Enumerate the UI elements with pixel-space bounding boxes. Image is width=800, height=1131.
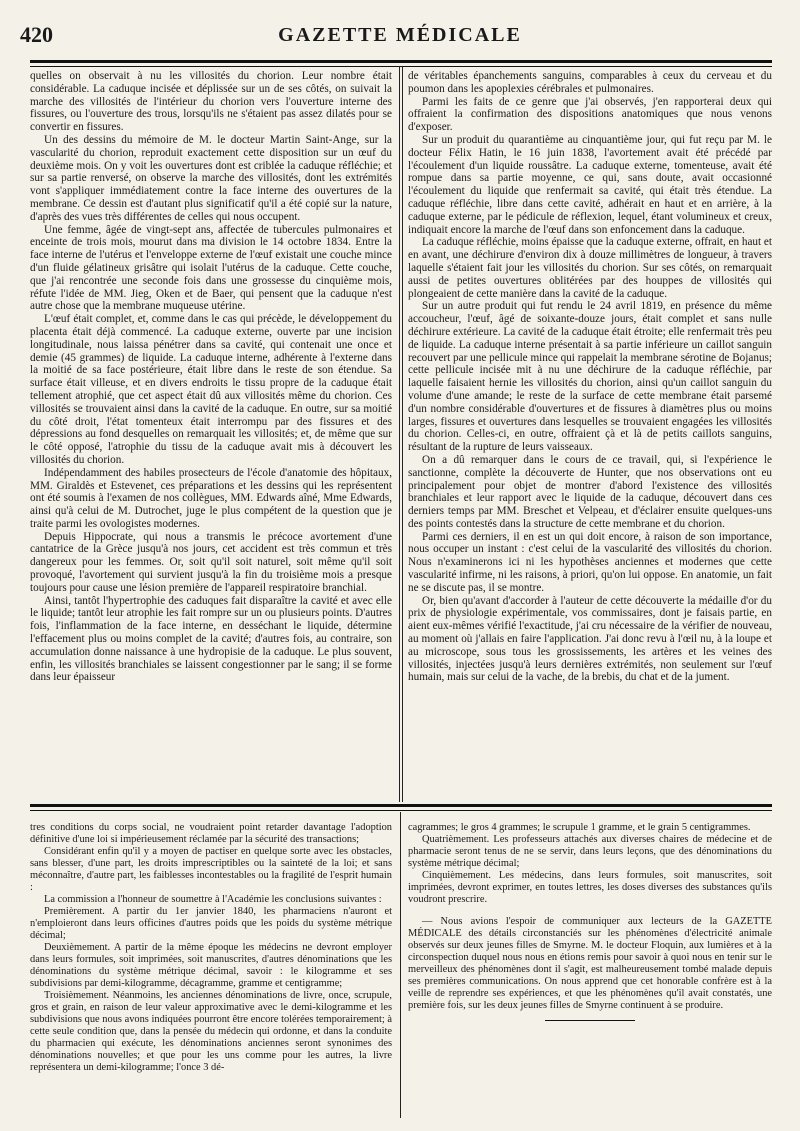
news-item: — Nous avions l'espoir de communiquer aux lecteurs de la GAZETTE MÉDICALE des détails circonstanciés sur les phénomènes d'électricité animale observés sur deux jeunes filles de Smyrne. M. le docteur Floquin, aux lumières et à la circonspection duquel nous nous en étions remis pour savoir à quoi nous en tenir sur le merveilleux des phénomènes dont il s'agit, est malheureusement tombé malade depuis ses premières communications. On nous apprend que cet honorable confrère est à la veille de reprendre ses expériences, et que les phénomènes qu'il avait constatés, une première fois, sur les deux jeunes filles de Smyrne continuent à se produire. — [408, 916, 772, 1011]
paragraph: Une femme, âgée de vingt-sept ans, affectée de tubercules pulmonaires et enceinte de trois mois, mourut dans ma division le 14 octobre 1834. Entre la face interne de l'utérus et l'enveloppe externe de l'œuf existait une couche mince d'un fluide gélatineux grisâtre qui isolait l'utérus de la caduque. Cette couche, que j'ai rencontrée une seconde fois dans une grossesse du cinquième mois, réfute l'idée de MM. Jieg, Oken et de Baer, qui pensent que la caduque n'est autre chose que la membrane muqueuse utérine. — [30, 223, 392, 313]
paragraph: Sur un produit du quarantième au cinquantième jour, qui fut reçu par M. le docteur Félix Hatin, le 16 juin 1838, l'avortement avait été précédé par l'écoulement d'un liquide roussâtre. La caduque externe, tomenteuse, avait été rompue dans sa partie moyenne, ce qui, sans doute, avait occasionné l'écoulement du liquide que renfermait sa cavité, qui était très étendue. La caduque réfléchie, libre dans cette cavité, adhérait en haut et en arrière, à la caduque externe, par le pédicule de réflexion, lequel, étant volumineux et creux, indiquait encore la marche de l'œuf dans son enfoncement dans la caduque. — [408, 133, 772, 236]
article-column-left — [30, 70, 392, 790]
paragraph: quelles on observait à nu les villosités du chorion. Leur nombre était considérable. La caduque incisée et déplissée sur un de ses côtés, on suivait la marche des villosités de l'intérieur du chorion vers l'ouverture interne des fissures, ou l'ouverture des trous, lorsqu'ils ne s'étaient pas assez dilatés pour se convertir en fissures. — [30, 70, 392, 134]
paragraph: Sur un autre produit qui fut rendu le 24 avril 1819, en présence du même accoucheur, l'œuf, âgé de soixante-douze jours, était complet et sans nulle déchirure extérieure. La cavité de la caduque était étroite; elle renfermait très peu de liquide. La caduque interne présentait à sa partie inférieure un caillot sanguin recouvert par une pellicule mince qui rappelait la membrane sérotine de Bojanus; cette pellicule incisée mit à nu une déchirure de la caduque réfléchie, par laquelle faisaient hernie les villosités du chorion, ainsi qu'un caillot sanguin du volume d'une amande; le reste de la surface de cette membrane était parsemé d'un nombre considérable d'ouvertures et de fissures à diamètres plus ou moins larges, fissures et ouvertures dans lesquelles se trouvaient engagées les villosités du chorion. Celles-ci, en outre, offraient çà et là de petits caillots sanguins, résultant de la rupture de leurs vaisseaux. — [408, 300, 772, 454]
paragraph: Quatrièmement. Les professeurs attachés aux diverses chaires de médecine et de pharmacie seront tenus de ne se servir, dans leurs leçons, que des dénominations du système métrique décimal; — [408, 834, 772, 869]
paragraph: Troisièmement. Néanmoins, les anciennes dénominations de livre, once, scrupule, gros et grain, en raison de leur valeur approximative avec le demi-kilogramme et les subdivisions que nous avons indiquées pourront être encore tolérées temporairement; à cette seule condition que, dans la pensée du médecin qui ordonne, et dans la conduite du pharmacien qui exécute, les dénominations anciennes seront synonimes des dénominations nouvelles; et que pour les uns comme pour les autres, la livre représentera un demi-kilogramme; l'once 3 dé- — [30, 990, 392, 1073]
paragraph: Un des dessins du mémoire de M. le docteur Martin Saint-Ange, sur la vascularité du chorion, reproduit exactement cette disposition sur un œuf du deuxième mois. On y voit les ouvertures dont est criblée la caduque réfléchie; et sur sa partie renversé, on observe la marche des villosités, dont les extrémités vont s'appliquer immédiatement contre la face interne des ouvertures de la membrane. Ce dessin est d'autant plus significatif qu'il a été copié sur la nature, d'après des vues très différentes de celles qui nous occupent. — [30, 133, 392, 223]
paragraph: Parmi ces derniers, il en est un qui doit encore, à raison de son importance, nous occuper un instant : c'est celui de la vascularité des villosités du chorion. Nous n'examinerons ici ni les hypothèses anciennes et modernes que cette vascularité infirme, ni les raisons, à priori, qu'on lui oppose. En anatomie, un fait ne se discute pas, il se montre. — [408, 530, 772, 594]
paragraph: Parmi les faits de ce genre que j'ai observés, j'en rapporterai deux qui offraient la confirmation des dispositions anatomiques que nous venons d'exposer. — [408, 95, 772, 134]
paragraph: de véritables épanchements sanguins, comparables à ceux du cerveau et du poumon dans les apoplexies cérébrales et pulmonaires. — [408, 70, 772, 95]
paragraph: Ainsi, tantôt l'hypertrophie des caduques fait disparaître la cavité et avec elle le liquide; tantôt leur atrophie les fait rompre sur un ou plusieurs points. D'autres fois, l'inflammation de la face interne, en desséchant le liquide, détermine l'effacement plus ou moins complet de la cavité; d'autres fois, au contraire, son accumulation donne naissance à une hydropisie de la caduque. Le plus souvent, enfin, les villosités branchiales se laissent congestionner par le sang; il se forme dans leur épaisseur — [30, 594, 392, 684]
paragraph: cagrammes; le gros 4 grammes; le scrupule 1 gramme, et le grain 5 centigrammes. — [408, 822, 751, 833]
page-number: 420 — [20, 22, 53, 47]
end-rule — [545, 1020, 635, 1021]
page-header — [20, 22, 780, 54]
paragraph: Considérant enfin qu'il y a moyen de pactiser en quelque sorte avec les obstacles, sans blesser, d'une part, les droits imprescriptibles ou la sainteté de la loi; et sans méconnaître, d'autre part, les faiblesses incontestables ou la fragilité de l'esprit humain : — [30, 846, 392, 893]
section-rule-thin — [30, 810, 772, 811]
column-divider — [402, 66, 403, 802]
header-rule-thin — [30, 66, 772, 67]
paragraph: Indépendamment des habiles prosecteurs de l'école d'anatomie des hôpitaux, MM. Giraldès et Estevenet, ces préparations et les dessins qui les représentent ont été soumis à l'examen de nos collègues, MM. Edwards aîné, Mme Edwards, ainsi qu'à celui de M. Dutrochet, juge le plus compétent de la question que je traite parmi les ovologistes modernes. — [30, 466, 392, 530]
footer-column-right — [408, 822, 772, 1122]
paragraph: tres conditions du corps social, ne voudraient point retarder davantage l'adoption définitive d'une loi si impérieusement réclamée par la sécurité des transactions; — [30, 822, 392, 845]
paragraph: Or, bien qu'avant d'accorder à l'auteur de cette découverte la médaille d'or du prix de physiologie expérimentale, vos commissaires, dont je faisais partie, en aient eux-mêmes vérifié l'exactitude, j'ai cru nécessaire de la vérifier de nouveau, au moment où j'allais en faire l'application. J'ai donc revu à l'œil nu, à la loupe et au microscope, sous tous les grossissements, les artères et les veines des villosités, injectées jusqu'à leurs dernières extrémités, non seulement sur l'œuf humain, mais sur celui de la vache, de la brebis, du chat et de la jument. — [408, 594, 772, 684]
journal-title: GAZETTE MÉDICALE — [278, 24, 522, 46]
footer-column-left — [30, 822, 392, 1122]
paragraph: Cinquièmement. Les médecins, dans leurs formules, soit manuscrites, soit imprimées, devront exprimer, en toutes lettres, les doses diverses des substances qu'ils voudront prescrire. — [408, 870, 772, 905]
paragraph: Deuxièmement. A partir de la même époque les médecins ne devront employer dans leurs formules, soit imprimées, soit manuscrites, d'autres dénominations que les dénominations du système métrique décimal, savoir : le kilogramme et ses subdivisions par demi-kilogramme, décagramme, gramme et centigramme; — [30, 942, 392, 989]
article-column-right — [408, 70, 772, 790]
section-rule — [30, 804, 772, 807]
header-rule — [30, 60, 772, 63]
column-divider — [400, 812, 401, 1118]
paragraph: La commission a l'honneur de soumettre à l'Académie les conclusions suivantes : — [44, 894, 382, 905]
paragraph: La caduque réfléchie, moins épaisse que la caduque externe, offrait, en haut et en avant, une déchirure d'environ dix à douze millimètres de longueur, à travers laquelle s'étaient fait jour les villosités du chorion. Sur ses côtés, on remarquait aussi de petites ouvertures oblitérées par des houppes de villosités qui plongeaient de cette manière dans la cavité de la caduque. — [408, 236, 772, 300]
paragraph: Depuis Hippocrate, qui nous a transmis le précoce avortement d'une cantatrice de la Grèce jusqu'à nos jours, cet accident est très commun et très dangereux pour les femmes. Or, soit qu'il soit naturel, soit même qu'il soit provoqué, l'avortement qui survient jusqu'à la fin du troisième mois a presque toujours pour cause une lésion première de l'appareil respiratoire branchial. — [30, 530, 392, 594]
column-divider — [399, 66, 400, 802]
paragraph: On a dû remarquer dans le cours de ce travail, qui, si l'expérience le sanctionne, complète la découverte de Hunter, que nos observations ont eu principalement pour objet de montrer d'abord l'existence des villosités branchiales et leur rapport avec le liquide de la caduque, découvert dans ces derniers temps par MM. Breschet et Velpeau, et d'éclairer ensuite quelques-uns des points contestés dans la structure de cette membrane et du chorion. — [408, 453, 772, 530]
paragraph: L'œuf était complet, et, comme dans le cas qui précède, le développement du placenta était déjà commencé. La caduque externe, ouverte par une incision longitudinale, nous laissa pénétrer dans sa cavité, qui contenait une once et demie (45 grammes) de liquide. La caduque interne, adhérente à l'externe dans la moitié de sa face postérieure, était libre dans le reste de son étendue. Sa surface était villeuse, et en divers endroits le tissu propre de la caduque était tellement atrophié, que cet aspect était dû aux villosités même du chorion. Ces villosités se trouvaient ainsi dans la cavité de la caduque. En outre, sur sa moitié du côté droit, l'état tomenteux était interrompu par des fissures et des dépressions au fond desquelles on remarquait les villosités; et, de même que sur le côté opposé, l'atrophie du tissu de la caduque avait mis à découvert les villosités du chorion. — [30, 313, 392, 466]
paragraph: Premièrement. A partir du 1er janvier 1840, les pharmaciens n'auront et n'emploieront dans leurs officines d'autres poids que les poids du système métrique décimal; — [30, 906, 392, 941]
